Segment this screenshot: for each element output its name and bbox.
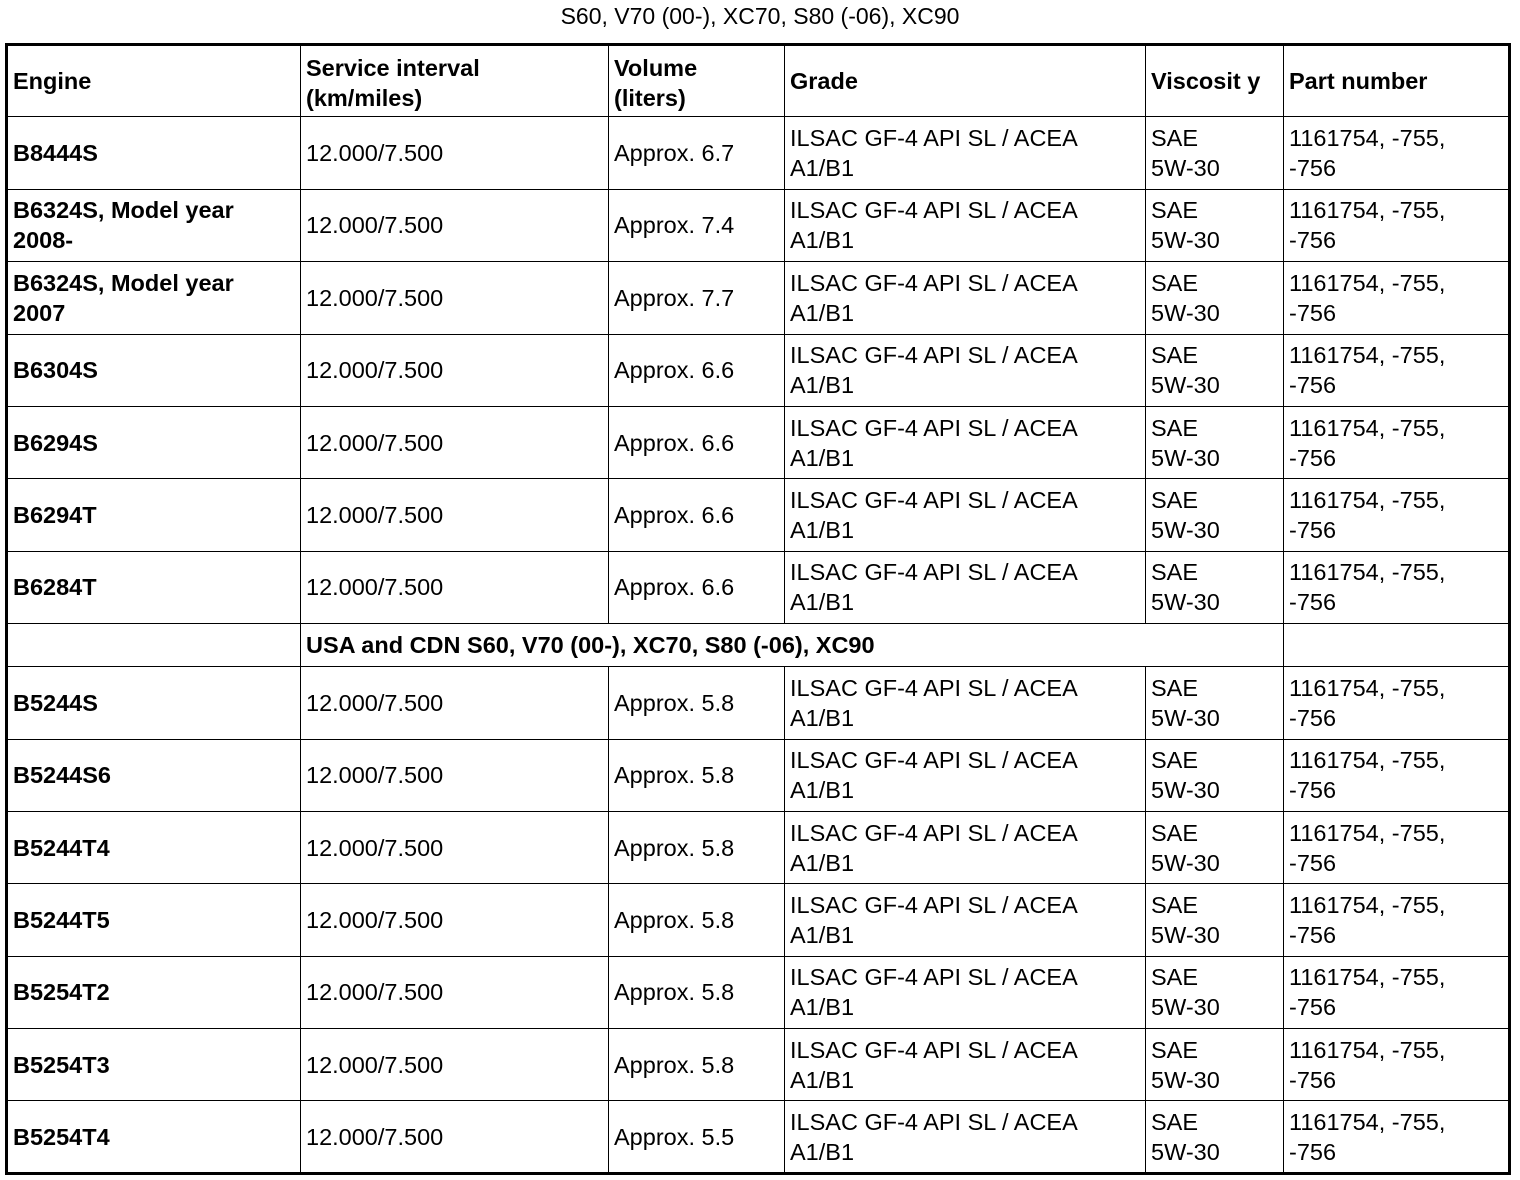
table-row	[7, 334, 1510, 406]
section-empty-cell	[1284, 624, 1510, 667]
interval-cell-line1: 12.000/7.500	[306, 979, 444, 1006]
grade-cell-line1: ILSAC GF-4 API SL / ACEA	[790, 559, 1078, 586]
viscosity-cell-line1: SAE	[1151, 1108, 1199, 1135]
table-row	[7, 262, 1510, 334]
part-number-cell-line2: -756	[1289, 517, 1337, 544]
part-number-cell-line1: 1161754, -755,	[1289, 414, 1446, 441]
engine-cell-line1: B5244S	[13, 689, 98, 716]
part-number-cell-line1: 1161754, -755,	[1289, 125, 1446, 152]
header-service-interval	[301, 45, 609, 117]
viscosity-cell	[1146, 811, 1284, 883]
engine-cell-line1: B6304S	[13, 357, 98, 384]
oil-spec-table	[5, 43, 1511, 1175]
engine-cell-line1: B5244T5	[13, 906, 110, 933]
engine-cell-line1: B6284T	[13, 574, 97, 601]
table-row	[7, 551, 1510, 623]
interval-cell	[301, 189, 609, 261]
grade-cell-line2: A1/B1	[790, 849, 855, 876]
viscosity-cell	[1146, 262, 1284, 334]
part-number-cell-line2: -756	[1289, 1138, 1337, 1165]
viscosity-cell	[1146, 1029, 1284, 1101]
part-number-cell	[1284, 117, 1510, 189]
interval-cell	[301, 406, 609, 478]
header-part-number: Part number	[1284, 45, 1510, 117]
part-number-cell-line1: 1161754, -755,	[1289, 1108, 1446, 1135]
volume-cell-line1: Approx. 6.6	[614, 357, 735, 384]
engine-cell-line2: 2007	[13, 299, 66, 326]
engine-cell	[7, 551, 301, 623]
volume-cell-line1: Approx. 6.6	[614, 429, 735, 456]
grade-cell-line2: A1/B1	[790, 1066, 855, 1093]
interval-cell	[301, 1101, 609, 1173]
engine-cell	[7, 956, 301, 1028]
grade-cell-line2: A1/B1	[790, 299, 855, 326]
grade-cell	[785, 334, 1146, 406]
section-heading: USA and CDN S60, V70 (00-), XC70, S80 (-06), XC90	[301, 624, 1284, 667]
grade-cell	[785, 262, 1146, 334]
part-number-cell-line2: -756	[1289, 849, 1337, 876]
grade-cell-line1: ILSAC GF-4 API SL / ACEA	[790, 891, 1078, 918]
grade-cell	[785, 117, 1146, 189]
page-title: S60, V70 (00-), XC70, S80 (-06), XC90	[560, 3, 960, 29]
grade-cell-line2: A1/B1	[790, 372, 855, 399]
grade-cell-line2: A1/B1	[790, 1138, 855, 1165]
table-row	[7, 406, 1510, 478]
volume-cell-line1: Approx. 5.5	[614, 1123, 735, 1150]
part-number-cell	[1284, 667, 1510, 739]
volume-cell-line1: Approx. 7.7	[614, 284, 735, 311]
grade-cell-line1: ILSAC GF-4 API SL / ACEA	[790, 1108, 1078, 1135]
grade-cell-line1: ILSAC GF-4 API SL / ACEA	[790, 125, 1078, 152]
grade-cell-line1: ILSAC GF-4 API SL / ACEA	[790, 747, 1078, 774]
viscosity-cell-line1: SAE	[1151, 125, 1199, 152]
viscosity-cell-line2: 5W-30	[1151, 849, 1220, 876]
interval-cell	[301, 739, 609, 811]
header-row	[7, 45, 1510, 117]
volume-cell-line1: Approx. 5.8	[614, 834, 735, 861]
viscosity-cell-line1: SAE	[1151, 674, 1199, 701]
part-number-cell-line1: 1161754, -755,	[1289, 559, 1446, 586]
part-number-cell	[1284, 479, 1510, 551]
interval-cell-line1: 12.000/7.500	[306, 502, 444, 529]
part-number-cell-line2: -756	[1289, 704, 1337, 731]
volume-cell-line1: Approx. 5.8	[614, 979, 735, 1006]
viscosity-cell-line1: SAE	[1151, 414, 1199, 441]
interval-cell-line1: 12.000/7.500	[306, 689, 444, 716]
engine-cell	[7, 334, 301, 406]
viscosity-cell-line1: SAE	[1151, 269, 1199, 296]
grade-cell	[785, 1101, 1146, 1173]
header-engine: Engine	[7, 45, 301, 117]
grade-cell-line1: ILSAC GF-4 API SL / ACEA	[790, 197, 1078, 224]
interval-cell	[301, 884, 609, 956]
part-number-cell-line2: -756	[1289, 589, 1337, 616]
engine-cell-line1: B5254T4	[13, 1123, 110, 1150]
grade-cell-line2: A1/B1	[790, 444, 855, 471]
viscosity-cell	[1146, 406, 1284, 478]
grade-cell	[785, 739, 1146, 811]
volume-cell	[609, 739, 785, 811]
viscosity-cell-line1: SAE	[1151, 964, 1199, 991]
table-row	[7, 1101, 1510, 1173]
volume-cell	[609, 884, 785, 956]
part-number-cell	[1284, 956, 1510, 1028]
header-viscosity: Viscosit y	[1146, 45, 1284, 117]
viscosity-cell-line2: 5W-30	[1151, 589, 1220, 616]
viscosity-cell	[1146, 551, 1284, 623]
table-row	[7, 479, 1510, 551]
header-grade: Grade	[785, 45, 1146, 117]
engine-cell-line1: B6324S, Model year	[13, 269, 234, 296]
grade-cell	[785, 551, 1146, 623]
viscosity-cell-line2: 5W-30	[1151, 155, 1220, 182]
viscosity-cell	[1146, 1101, 1284, 1173]
viscosity-cell-line2: 5W-30	[1151, 704, 1220, 731]
viscosity-cell	[1146, 667, 1284, 739]
viscosity-cell	[1146, 117, 1284, 189]
part-number-cell-line2: -756	[1289, 372, 1337, 399]
grade-cell	[785, 1029, 1146, 1101]
grade-cell-line2: A1/B1	[790, 777, 855, 804]
viscosity-cell-line1: SAE	[1151, 342, 1199, 369]
part-number-cell-line2: -756	[1289, 299, 1337, 326]
interval-cell-line1: 12.000/7.500	[306, 834, 444, 861]
viscosity-cell	[1146, 956, 1284, 1028]
volume-cell	[609, 1029, 785, 1101]
interval-cell-line1: 12.000/7.500	[306, 906, 444, 933]
table-row	[7, 811, 1510, 883]
volume-cell-line1: Approx. 5.8	[614, 906, 735, 933]
part-number-cell-line2: -756	[1289, 227, 1337, 254]
part-number-cell-line1: 1161754, -755,	[1289, 487, 1446, 514]
viscosity-cell-line1: SAE	[1151, 197, 1199, 224]
grade-cell-line2: A1/B1	[790, 517, 855, 544]
part-number-cell	[1284, 551, 1510, 623]
grade-cell	[785, 406, 1146, 478]
interval-cell	[301, 262, 609, 334]
viscosity-cell-line2: 5W-30	[1151, 777, 1220, 804]
viscosity-cell-line2: 5W-30	[1151, 921, 1220, 948]
viscosity-cell-line1: SAE	[1151, 559, 1199, 586]
table-body	[7, 45, 1510, 1174]
interval-cell-line1: 12.000/7.500	[306, 1051, 444, 1078]
engine-cell	[7, 479, 301, 551]
engine-cell-line1: B5244T4	[13, 834, 110, 861]
viscosity-cell-line2: 5W-30	[1151, 227, 1220, 254]
viscosity-cell-line2: 5W-30	[1151, 1138, 1220, 1165]
interval-cell-line1: 12.000/7.500	[306, 140, 444, 167]
grade-cell-line2: A1/B1	[790, 155, 855, 182]
table-row	[7, 1029, 1510, 1101]
engine-cell	[7, 1101, 301, 1173]
part-number-cell	[1284, 1029, 1510, 1101]
volume-cell-line1: Approx. 5.8	[614, 762, 735, 789]
viscosity-cell-line1: SAE	[1151, 891, 1199, 918]
volume-cell	[609, 667, 785, 739]
interval-cell-line1: 12.000/7.500	[306, 212, 444, 239]
engine-cell-line2: 2008-	[13, 227, 74, 254]
engine-cell	[7, 739, 301, 811]
volume-cell-line1: Approx. 6.6	[614, 502, 735, 529]
volume-cell-line1: Approx. 6.6	[614, 574, 735, 601]
viscosity-cell-line2: 5W-30	[1151, 994, 1220, 1021]
viscosity-cell-line2: 5W-30	[1151, 299, 1220, 326]
table-row	[7, 189, 1510, 261]
interval-cell	[301, 811, 609, 883]
engine-cell	[7, 884, 301, 956]
header-volume-line1: Volume	[614, 55, 698, 81]
volume-cell-line1: Approx. 5.8	[614, 689, 735, 716]
grade-cell-line2: A1/B1	[790, 589, 855, 616]
engine-cell	[7, 117, 301, 189]
part-number-cell-line1: 1161754, -755,	[1289, 891, 1446, 918]
volume-cell	[609, 956, 785, 1028]
grade-cell	[785, 956, 1146, 1028]
engine-cell-line1: B5244S6	[13, 762, 111, 789]
volume-cell	[609, 117, 785, 189]
part-number-cell	[1284, 1101, 1510, 1173]
section-empty-cell	[7, 624, 301, 667]
grade-cell-line1: ILSAC GF-4 API SL / ACEA	[790, 674, 1078, 701]
grade-cell	[785, 479, 1146, 551]
interval-cell-line1: 12.000/7.500	[306, 429, 444, 456]
part-number-cell-line2: -756	[1289, 444, 1337, 471]
viscosity-cell-line1: SAE	[1151, 487, 1199, 514]
part-number-cell	[1284, 884, 1510, 956]
volume-cell-line1: Approx. 5.8	[614, 1051, 735, 1078]
grade-cell-line1: ILSAC GF-4 API SL / ACEA	[790, 487, 1078, 514]
volume-cell	[609, 479, 785, 551]
table-row	[7, 117, 1510, 189]
part-number-cell-line1: 1161754, -755,	[1289, 819, 1446, 846]
grade-cell-line2: A1/B1	[790, 704, 855, 731]
volume-cell-line1: Approx. 6.7	[614, 140, 735, 167]
interval-cell-line1: 12.000/7.500	[306, 762, 444, 789]
table-row	[7, 739, 1510, 811]
grade-cell-line1: ILSAC GF-4 API SL / ACEA	[790, 269, 1078, 296]
engine-cell	[7, 262, 301, 334]
part-number-cell-line2: -756	[1289, 921, 1337, 948]
part-number-cell-line2: -756	[1289, 155, 1337, 182]
viscosity-cell	[1146, 479, 1284, 551]
engine-cell	[7, 406, 301, 478]
part-number-cell	[1284, 739, 1510, 811]
interval-cell	[301, 117, 609, 189]
viscosity-cell-line1: SAE	[1151, 747, 1199, 774]
table-row	[7, 884, 1510, 956]
interval-cell	[301, 1029, 609, 1101]
grade-cell-line2: A1/B1	[790, 994, 855, 1021]
viscosity-cell-line1: SAE	[1151, 1036, 1199, 1063]
part-number-cell-line2: -756	[1289, 994, 1337, 1021]
volume-cell	[609, 406, 785, 478]
engine-cell-line1: B6294S	[13, 429, 98, 456]
volume-cell	[609, 334, 785, 406]
part-number-cell-line2: -756	[1289, 777, 1337, 804]
grade-cell-line2: A1/B1	[790, 227, 855, 254]
engine-cell-line1: B8444S	[13, 140, 98, 167]
volume-cell	[609, 1101, 785, 1173]
grade-cell-line1: ILSAC GF-4 API SL / ACEA	[790, 1036, 1078, 1063]
engine-cell	[7, 189, 301, 261]
grade-cell-line2: A1/B1	[790, 921, 855, 948]
viscosity-cell	[1146, 884, 1284, 956]
table-row	[7, 667, 1510, 739]
part-number-cell-line1: 1161754, -755,	[1289, 197, 1446, 224]
part-number-cell-line1: 1161754, -755,	[1289, 964, 1446, 991]
grade-cell	[785, 884, 1146, 956]
part-number-cell-line1: 1161754, -755,	[1289, 1036, 1446, 1063]
viscosity-cell	[1146, 189, 1284, 261]
part-number-cell	[1284, 262, 1510, 334]
part-number-cell-line1: 1161754, -755,	[1289, 747, 1446, 774]
grade-cell-line1: ILSAC GF-4 API SL / ACEA	[790, 819, 1078, 846]
interval-cell	[301, 956, 609, 1028]
volume-cell	[609, 811, 785, 883]
grade-cell	[785, 667, 1146, 739]
viscosity-cell-line2: 5W-30	[1151, 444, 1220, 471]
part-number-cell	[1284, 334, 1510, 406]
part-number-cell-line1: 1161754, -755,	[1289, 342, 1446, 369]
engine-cell	[7, 1029, 301, 1101]
part-number-cell	[1284, 406, 1510, 478]
section-row	[7, 624, 1510, 667]
header-service-line1: Service interval	[306, 55, 480, 81]
header-volume	[609, 45, 785, 117]
grade-cell	[785, 811, 1146, 883]
grade-cell-line1: ILSAC GF-4 API SL / ACEA	[790, 342, 1078, 369]
interval-cell-line1: 12.000/7.500	[306, 357, 444, 384]
engine-cell	[7, 667, 301, 739]
engine-cell-line1: B5254T3	[13, 1051, 110, 1078]
part-number-cell	[1284, 189, 1510, 261]
header-volume-line2: (liters)	[614, 85, 686, 111]
viscosity-cell-line2: 5W-30	[1151, 517, 1220, 544]
grade-cell-line1: ILSAC GF-4 API SL / ACEA	[790, 414, 1078, 441]
interval-cell	[301, 479, 609, 551]
viscosity-cell	[1146, 334, 1284, 406]
engine-cell-line1: B6294T	[13, 502, 97, 529]
volume-cell-line1: Approx. 7.4	[614, 212, 735, 239]
viscosity-cell-line2: 5W-30	[1151, 372, 1220, 399]
grade-cell	[785, 189, 1146, 261]
part-number-cell	[1284, 811, 1510, 883]
part-number-cell-line1: 1161754, -755,	[1289, 269, 1446, 296]
part-number-cell-line2: -756	[1289, 1066, 1337, 1093]
table-row	[7, 956, 1510, 1028]
engine-cell-line1: B5254T2	[13, 979, 110, 1006]
interval-cell	[301, 334, 609, 406]
interval-cell-line1: 12.000/7.500	[306, 1123, 444, 1150]
engine-cell	[7, 811, 301, 883]
volume-cell	[609, 551, 785, 623]
viscosity-cell	[1146, 739, 1284, 811]
volume-cell	[609, 262, 785, 334]
interval-cell-line1: 12.000/7.500	[306, 284, 444, 311]
viscosity-cell-line1: SAE	[1151, 819, 1199, 846]
interval-cell	[301, 551, 609, 623]
grade-cell-line1: ILSAC GF-4 API SL / ACEA	[790, 964, 1078, 991]
interval-cell-line1: 12.000/7.500	[306, 574, 444, 601]
part-number-cell-line1: 1161754, -755,	[1289, 674, 1446, 701]
header-service-line2: (km/miles)	[306, 85, 423, 111]
volume-cell	[609, 189, 785, 261]
viscosity-cell-line2: 5W-30	[1151, 1066, 1220, 1093]
engine-cell-line1: B6324S, Model year	[13, 197, 234, 224]
interval-cell	[301, 667, 609, 739]
